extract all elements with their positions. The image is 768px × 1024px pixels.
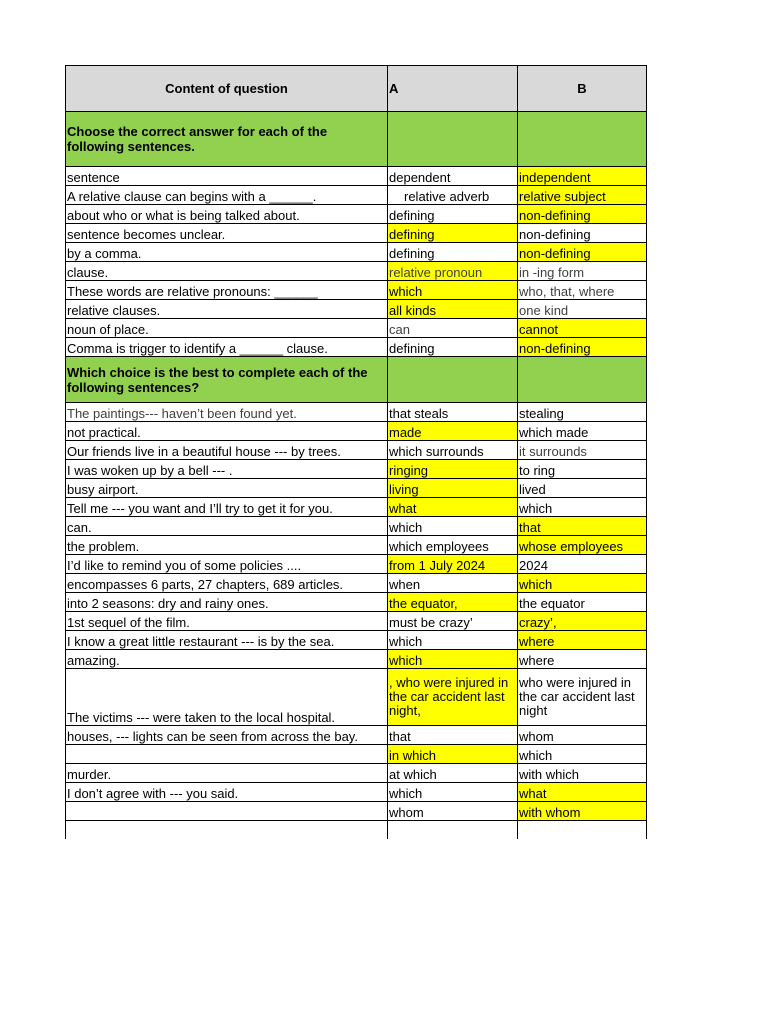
question-cell[interactable]: by a comma. [66, 243, 388, 262]
question-cell[interactable]: 1st sequel of the film. [66, 612, 388, 631]
question-row [66, 574, 647, 593]
option-a-cell[interactable]: which [388, 650, 518, 669]
question-row [66, 186, 647, 205]
question-cell[interactable]: The paintings--- haven’t been found yet. [66, 403, 388, 422]
option-b-cell[interactable]: which [518, 745, 647, 764]
question-cell[interactable]: murder. [66, 764, 388, 783]
option-b-cell[interactable]: non-defining [518, 224, 647, 243]
question-row [66, 224, 647, 243]
question-cell[interactable]: into 2 seasons: dry and rainy ones. [66, 593, 388, 612]
option-a-cell[interactable]: defining [388, 338, 518, 357]
option-b-cell[interactable]: one kind [518, 300, 647, 319]
option-a-cell[interactable]: made [388, 422, 518, 441]
empty-cell[interactable] [388, 821, 518, 840]
empty-cell[interactable] [518, 821, 647, 840]
question-cell[interactable]: not practical. [66, 422, 388, 441]
question-cell[interactable]: houses, --- lights can be seen from across the bay. [66, 726, 388, 745]
question-cell[interactable]: Tell me --- you want and I’ll try to get it for you. [66, 498, 388, 517]
option-b-cell[interactable]: who, that, where [518, 281, 647, 300]
question-row [66, 517, 647, 536]
section-row [66, 112, 647, 167]
option-a-cell[interactable]: can [388, 319, 518, 338]
question-row [66, 764, 647, 783]
option-b-cell[interactable]: cannot [518, 319, 647, 338]
option-b-cell[interactable]: with which [518, 764, 647, 783]
option-a-cell[interactable]: what [388, 498, 518, 517]
option-b-cell[interactable]: crazy’, [518, 612, 647, 631]
option-b-cell[interactable]: where [518, 631, 647, 650]
question-cell[interactable] [66, 802, 388, 821]
blank-row [66, 821, 647, 840]
question-cell[interactable]: I don’t agree with --- you said. [66, 783, 388, 802]
option-b-cell[interactable]: to ring [518, 460, 647, 479]
question-row [66, 650, 647, 669]
option-a-cell[interactable]: which [388, 281, 518, 300]
question-cell[interactable]: I know a great little restaurant --- is by the sea. [66, 631, 388, 650]
section-empty-cell[interactable] [518, 357, 647, 403]
option-b-cell[interactable]: that [518, 517, 647, 536]
option-a-cell[interactable]: all kinds [388, 300, 518, 319]
header-a[interactable]: A [388, 66, 518, 112]
question-row [66, 243, 647, 262]
question-cell[interactable]: A relative clause can begins with a ______. [66, 186, 388, 205]
option-b-cell[interactable]: stealing [518, 403, 647, 422]
question-row [66, 745, 647, 764]
option-a-cell[interactable]: when [388, 574, 518, 593]
question-row [66, 536, 647, 555]
question-row [66, 460, 647, 479]
option-b-cell[interactable]: what [518, 783, 647, 802]
question-row [66, 441, 647, 460]
question-cell[interactable]: sentence becomes unclear. [66, 224, 388, 243]
question-cell[interactable]: can. [66, 517, 388, 536]
question-cell[interactable]: clause. [66, 262, 388, 281]
section-row [66, 357, 647, 403]
question-cell[interactable] [66, 745, 388, 764]
question-cell[interactable]: These words are relative pronouns: ______ [66, 281, 388, 300]
question-row [66, 498, 647, 517]
question-cell[interactable]: Comma is trigger to identify a ______ clause. [66, 338, 388, 357]
option-a-cell[interactable]: which [388, 783, 518, 802]
option-a-cell[interactable]: which [388, 631, 518, 650]
option-b-cell[interactable]: who were injured in the car accident last night [518, 669, 647, 726]
option-a-cell[interactable]: defining [388, 224, 518, 243]
question-row [66, 479, 647, 498]
option-a-cell[interactable]: which employees [388, 536, 518, 555]
option-a-cell[interactable]: ringing [388, 460, 518, 479]
question-row [66, 555, 647, 574]
option-b-cell[interactable]: in -ing form [518, 262, 647, 281]
question-row [66, 631, 647, 650]
option-b-cell[interactable]: it surrounds [518, 441, 647, 460]
option-a-cell[interactable]: defining [388, 243, 518, 262]
option-b-cell[interactable]: the equator [518, 593, 647, 612]
question-cell[interactable]: the problem. [66, 536, 388, 555]
question-row [66, 167, 647, 186]
option-a-cell[interactable]: that steals [388, 403, 518, 422]
option-b-cell[interactable]: relative subject [518, 186, 647, 205]
option-a-cell[interactable]: which [388, 517, 518, 536]
question-row [66, 403, 647, 422]
option-a-cell[interactable]: in which [388, 745, 518, 764]
header-question[interactable]: Content of question [66, 66, 388, 112]
question-row [66, 281, 647, 300]
option-a-cell[interactable]: relative pronoun [388, 262, 518, 281]
option-a-cell[interactable]: dependent [388, 167, 518, 186]
option-b-cell[interactable]: non-defining [518, 205, 647, 224]
option-a-cell[interactable]: at which [388, 764, 518, 783]
question-row [66, 422, 647, 441]
option-b-cell[interactable]: where [518, 650, 647, 669]
option-b-cell[interactable]: non-defining [518, 338, 647, 357]
option-b-cell[interactable]: 2024 [518, 555, 647, 574]
section-empty-cell[interactable] [388, 357, 518, 403]
question-cell[interactable]: Our friends live in a beautiful house --- by trees. [66, 441, 388, 460]
empty-cell[interactable] [66, 821, 388, 840]
option-a-cell[interactable]: relative adverb [388, 186, 518, 205]
question-cell[interactable]: busy airport. [66, 479, 388, 498]
option-b-cell[interactable]: independent [518, 167, 647, 186]
question-row [66, 726, 647, 745]
section-empty-cell[interactable] [388, 112, 518, 167]
question-row [66, 300, 647, 319]
option-a-cell[interactable]: defining [388, 205, 518, 224]
question-row [66, 262, 647, 281]
header-b[interactable]: B [518, 66, 647, 112]
option-a-cell[interactable]: living [388, 479, 518, 498]
question-cell[interactable]: encompasses 6 parts, 27 chapters, 689 articles. [66, 574, 388, 593]
question-cell[interactable]: amazing. [66, 650, 388, 669]
question-row [66, 319, 647, 338]
option-a-cell[interactable]: which surrounds [388, 441, 518, 460]
header-row [66, 66, 647, 112]
option-b-cell[interactable]: which [518, 498, 647, 517]
option-b-cell[interactable]: which made [518, 422, 647, 441]
option-a-cell[interactable]: whom [388, 802, 518, 821]
option-b-cell[interactable]: non-defining [518, 243, 647, 262]
option-b-cell[interactable]: which [518, 574, 647, 593]
option-b-cell[interactable]: lived [518, 479, 647, 498]
question-cell[interactable]: sentence [66, 167, 388, 186]
question-cell[interactable]: I’d like to remind you of some policies .... [66, 555, 388, 574]
question-cell[interactable]: I was woken up by a bell --- . [66, 460, 388, 479]
question-row [66, 669, 647, 726]
question-cell[interactable]: relative clauses. [66, 300, 388, 319]
question-row [66, 338, 647, 357]
question-row [66, 612, 647, 631]
question-cell[interactable]: The victims --- were taken to the local hospital. [66, 669, 388, 726]
option-a-cell[interactable]: the equator, [388, 593, 518, 612]
question-cell[interactable]: about who or what is being talked about. [66, 205, 388, 224]
option-b-cell[interactable]: with whom [518, 802, 647, 821]
question-row [66, 593, 647, 612]
question-row [66, 802, 647, 821]
option-a-cell[interactable]: that [388, 726, 518, 745]
question-row [66, 783, 647, 802]
section-title[interactable]: Which choice is the best to complete each of the following sentences? [66, 357, 388, 403]
question-row [66, 205, 647, 224]
option-a-cell[interactable]: must be crazy’ [388, 612, 518, 631]
option-a-cell[interactable]: , who were injured in the car accident last night, [388, 669, 518, 726]
section-title[interactable]: Choose the correct answer for each of the following sentences. [66, 112, 388, 167]
option-b-cell[interactable]: whose employees [518, 536, 647, 555]
section-empty-cell[interactable] [518, 112, 647, 167]
question-cell[interactable]: noun of place. [66, 319, 388, 338]
question-table [65, 65, 647, 839]
option-b-cell[interactable]: whom [518, 726, 647, 745]
option-a-cell[interactable]: from 1 July 2024 [388, 555, 518, 574]
